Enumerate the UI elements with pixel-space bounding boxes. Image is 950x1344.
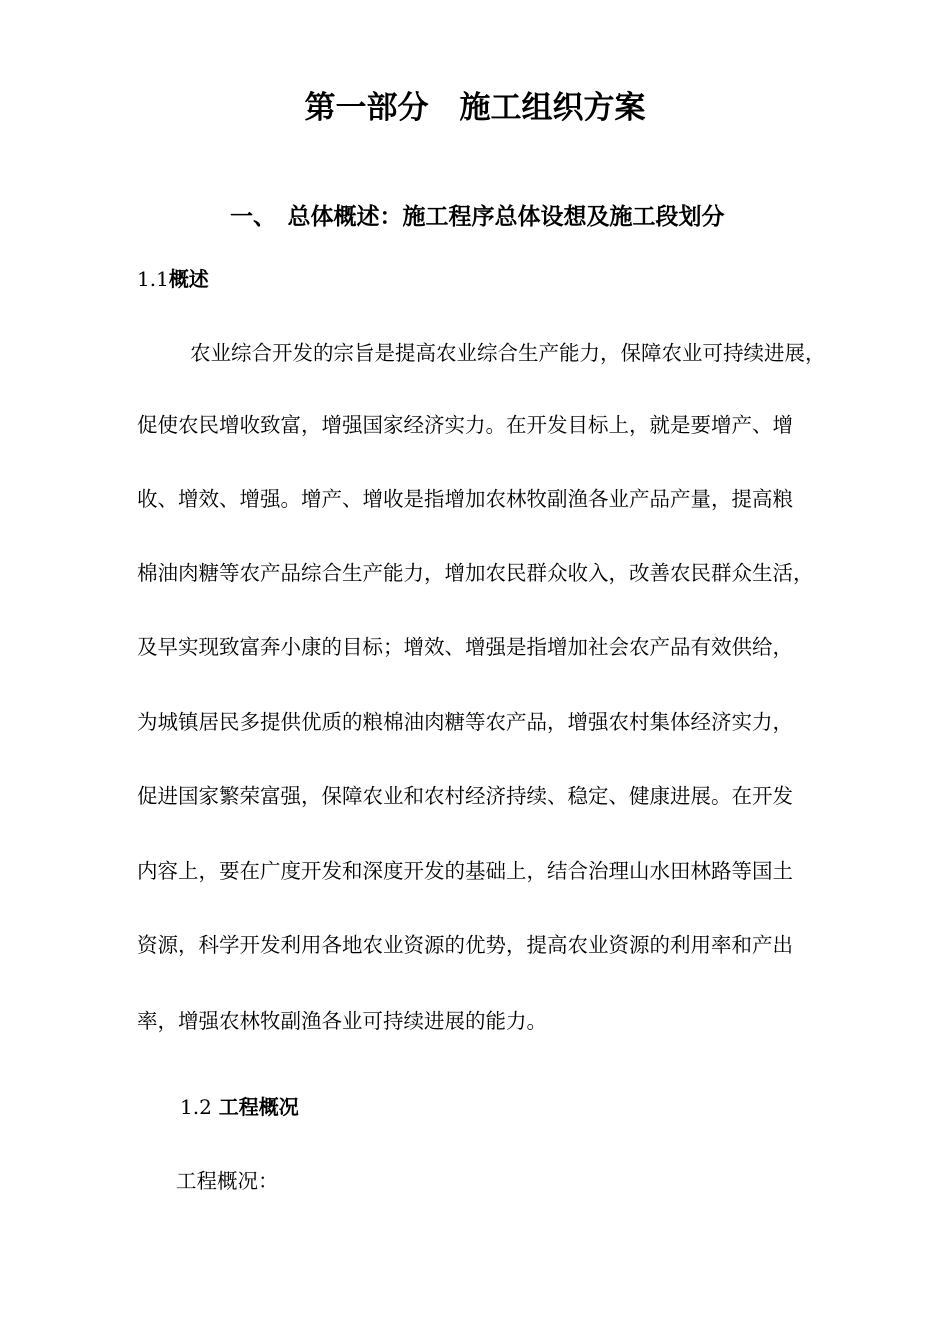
section-heading: 一、 总体概述：施工程序总体设想及施工段划分 <box>230 204 725 230</box>
subsection-number: 1.2 <box>180 1095 212 1119</box>
subsection-label: 概述 <box>168 267 209 291</box>
subsection-heading-project-overview <box>180 1092 299 1122</box>
project-overview-label: 工程概况： <box>176 1169 279 1193</box>
subsection-heading-overview <box>137 264 209 294</box>
paragraph-line: 棉油肉糖等农产品综合生产能力，增加农民群众收入，改善农民群众生活， <box>137 561 814 585</box>
paragraph-line: 内容上，要在广度开发和深度开发的基础上，结合治理山水田林路等国土 <box>137 859 793 883</box>
paragraph-line: 及早实现致富奔小康的目标；增效、增强是指增加社会农产品有效供给， <box>137 635 793 659</box>
paragraph-line: 农业综合开发的宗旨是提高农业综合生产能力，保障农业可持续进展， <box>190 341 826 365</box>
subsection-number: 1.1 <box>137 267 169 291</box>
paragraph-line: 为城镇居民多提供优质的粮棉油肉糖等农产品，增强农村集体经济实力， <box>137 710 793 734</box>
paragraph-line: 促进国家繁荣富强，保障农业和农村经济持续、稳定、健康进展。在开发 <box>137 784 793 808</box>
paragraph-line: 资源，科学开发利用各地农业资源的优势，提高农业资源的利用率和产出 <box>137 933 793 957</box>
paragraph-line: 促使农民增收致富，增强国家经济实力。在开发目标上，就是要增产、增 <box>137 413 793 437</box>
document-title: 第一部分 施工组织方案 <box>304 90 646 126</box>
paragraph-line: 收、增效、增强。增产、增收是指增加农林牧副渔各业产品产量，提高粮 <box>137 487 793 511</box>
subsection-label: 工程概况 <box>218 1095 299 1119</box>
paragraph-line: 率，增强农林牧副渔各业可持续进展的能力。 <box>137 1009 547 1033</box>
